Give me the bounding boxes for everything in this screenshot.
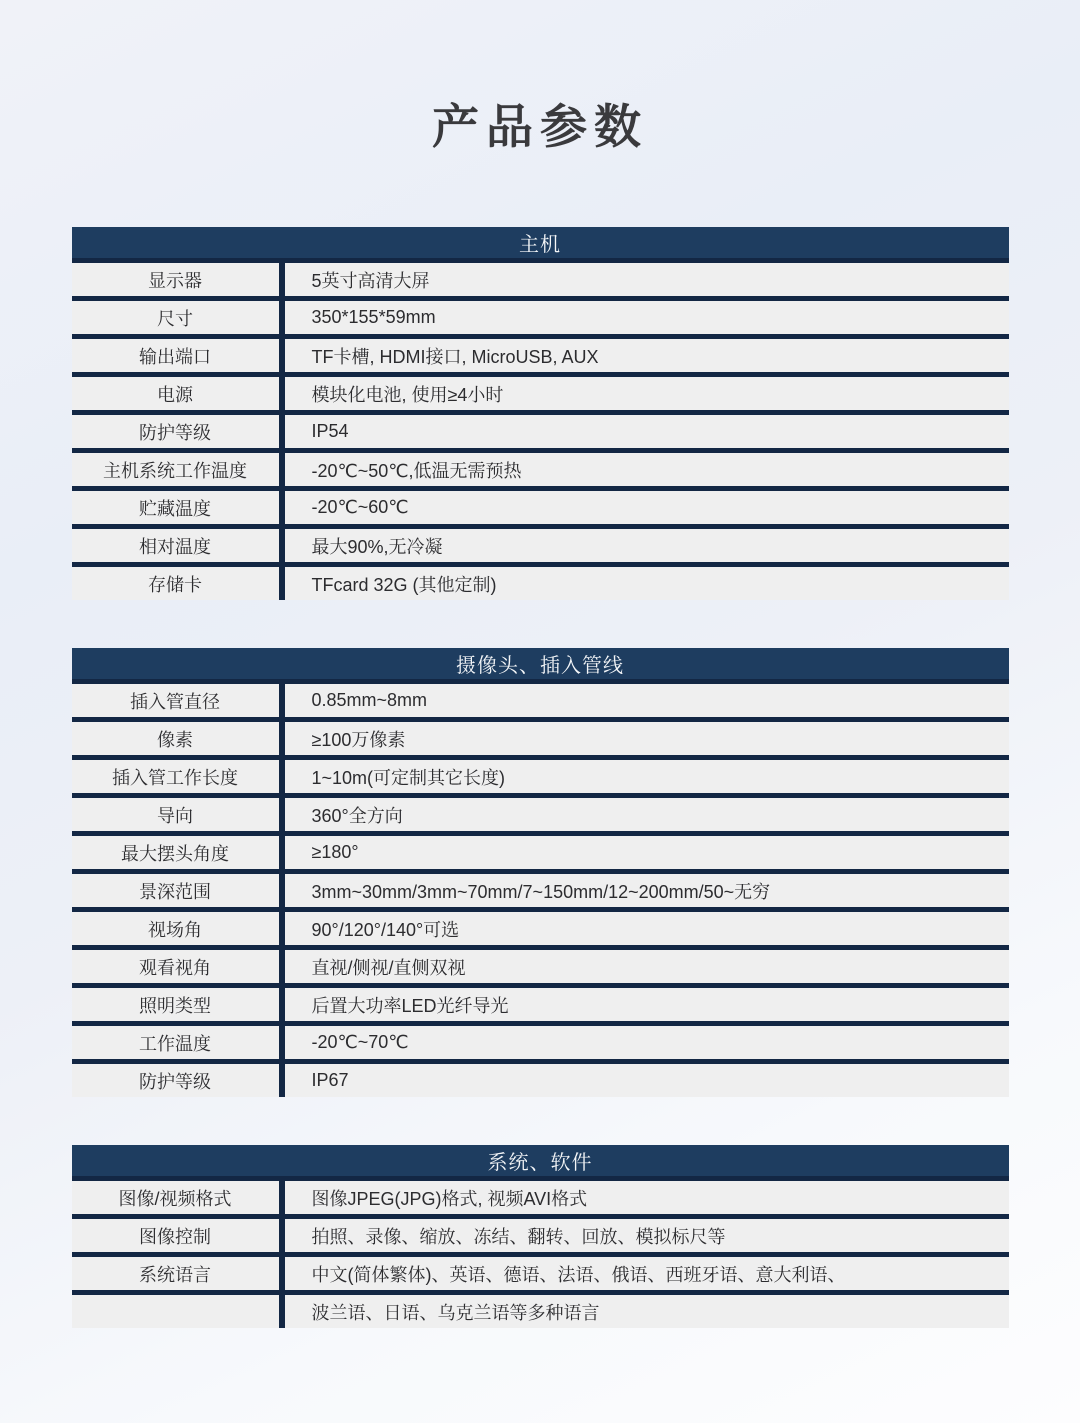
table-row	[72, 722, 1009, 760]
table-row	[72, 377, 1009, 415]
table-row	[72, 263, 1009, 301]
table-row	[72, 339, 1009, 377]
spec-label-cell: 贮藏温度	[72, 491, 285, 524]
table-header: 主机	[72, 227, 1009, 263]
spec-value-cell: 5英寸高清大屏	[285, 263, 1009, 296]
table-row	[72, 415, 1009, 453]
table-row	[72, 491, 1009, 529]
table-row	[72, 1257, 1009, 1295]
spec-label-cell: 导向	[72, 798, 285, 831]
table-row	[72, 1026, 1009, 1064]
table-row	[72, 567, 1009, 600]
table-row	[72, 453, 1009, 491]
table-row	[72, 684, 1009, 722]
spec-value-cell: 直视/侧视/直侧双视	[285, 950, 1009, 983]
spec-label-cell: 观看视角	[72, 950, 285, 983]
table-row	[72, 1219, 1009, 1257]
spec-value-cell: 最大90%,无冷凝	[285, 529, 1009, 562]
spec-label-cell: 图像控制	[72, 1219, 285, 1252]
table-body	[72, 263, 1009, 600]
spec-value-cell: 中文(简体繁体)、英语、德语、法语、俄语、西班牙语、意大利语、	[285, 1257, 1009, 1290]
table-row	[72, 988, 1009, 1026]
table-row	[72, 1064, 1009, 1097]
spec-label-cell: 系统语言	[72, 1257, 285, 1290]
spec-label-cell: 照明类型	[72, 988, 285, 1021]
table-row	[72, 798, 1009, 836]
spec-value-cell: IP67	[285, 1064, 1009, 1097]
spec-value-cell: -20℃~60℃	[285, 491, 1009, 524]
table-row	[72, 529, 1009, 567]
spec-label-cell	[72, 1295, 285, 1328]
spec-value-cell: 90°/120°/140°可选	[285, 912, 1009, 945]
page-title: 产品参数	[432, 100, 648, 153]
table-row	[72, 1295, 1009, 1328]
spec-value-cell: ≥100万像素	[285, 722, 1009, 755]
table-body	[72, 684, 1009, 1097]
spec-label-cell: 主机系统工作温度	[72, 453, 285, 486]
spec-value-cell: 模块化电池, 使用≥4小时	[285, 377, 1009, 410]
spec-value-cell: 0.85mm~8mm	[285, 684, 1009, 717]
spec-value-cell: 360°全方向	[285, 798, 1009, 831]
spec-value-cell: ≥180°	[285, 836, 1009, 869]
spec-label-cell: 最大摆头角度	[72, 836, 285, 869]
spec-label-cell: 尺寸	[72, 301, 285, 334]
table-row	[72, 912, 1009, 950]
spec-value-cell: -20℃~50℃,低温无需预热	[285, 453, 1009, 486]
spec-label-cell: 输出端口	[72, 339, 285, 372]
spec-value-cell: -20℃~70℃	[285, 1026, 1009, 1059]
spec-value-cell: 350*155*59mm	[285, 301, 1009, 334]
spec-label-cell: 存储卡	[72, 567, 285, 600]
spec-table-main-unit	[72, 227, 1009, 600]
table-row	[72, 950, 1009, 988]
spec-label-cell: 图像/视频格式	[72, 1181, 285, 1214]
table-row	[72, 1181, 1009, 1219]
spec-value-cell: 拍照、录像、缩放、冻结、翻转、回放、模拟标尺等	[285, 1219, 1009, 1252]
table-row	[72, 836, 1009, 874]
spec-value-cell: 后置大功率LED光纤导光	[285, 988, 1009, 1021]
spec-label-cell: 像素	[72, 722, 285, 755]
spec-value-cell: 1~10m(可定制其它长度)	[285, 760, 1009, 793]
table-row	[72, 760, 1009, 798]
table-row	[72, 301, 1009, 339]
spec-label-cell: 相对温度	[72, 529, 285, 562]
spec-value-cell: 波兰语、日语、乌克兰语等多种语言	[285, 1295, 1009, 1328]
spec-label-cell: 防护等级	[72, 415, 285, 448]
spec-label-cell: 视场角	[72, 912, 285, 945]
spec-label-cell: 插入管直径	[72, 684, 285, 717]
spec-value-cell: 3mm~30mm/3mm~70mm/7~150mm/12~200mm/50~无穷	[285, 874, 1009, 907]
spec-table-camera-insertion-tube	[72, 648, 1009, 1097]
table-header: 摄像头、插入管线	[72, 648, 1009, 684]
table-header: 系统、软件	[72, 1145, 1009, 1181]
spec-value-cell: TF卡槽, HDMI接口, MicroUSB, AUX	[285, 339, 1009, 372]
spec-table-system-software	[72, 1145, 1009, 1328]
spec-value-cell: IP54	[285, 415, 1009, 448]
table-body	[72, 1181, 1009, 1328]
spec-value-cell: TFcard 32G (其他定制)	[285, 567, 1009, 600]
spec-label-cell: 防护等级	[72, 1064, 285, 1097]
spec-label-cell: 景深范围	[72, 874, 285, 907]
spec-label-cell: 电源	[72, 377, 285, 410]
spec-value-cell: 图像JPEG(JPG)格式, 视频AVI格式	[285, 1181, 1009, 1214]
spec-label-cell: 插入管工作长度	[72, 760, 285, 793]
spec-label-cell: 工作温度	[72, 1026, 285, 1059]
table-row	[72, 874, 1009, 912]
spec-label-cell: 显示器	[72, 263, 285, 296]
